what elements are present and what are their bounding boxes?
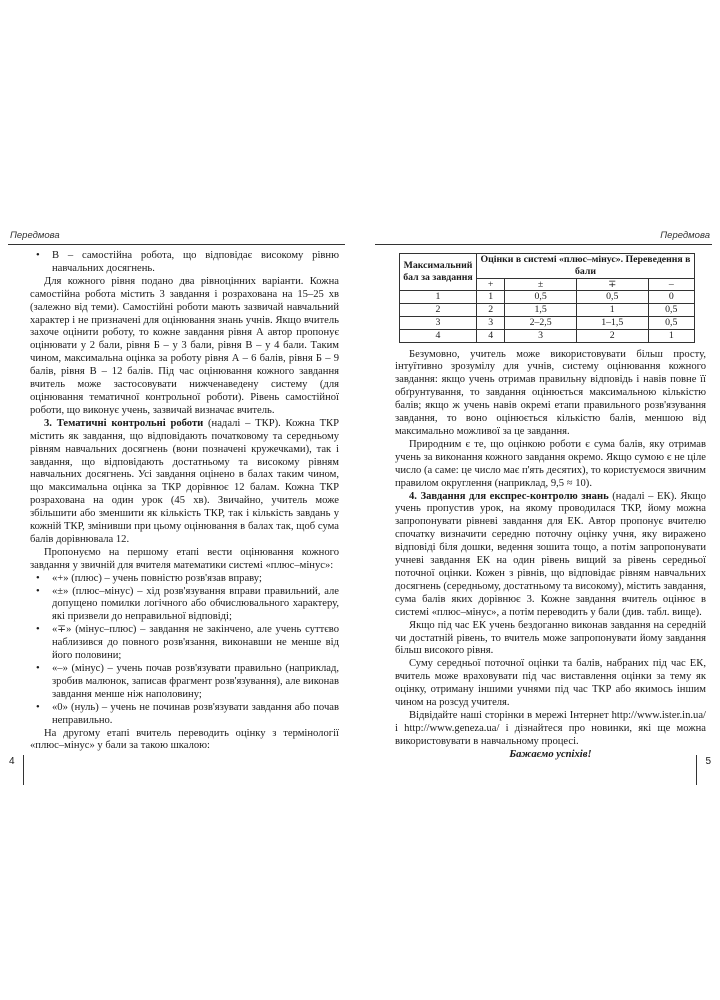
table-cell: 0,5: [505, 291, 577, 304]
section-heading: 4. Завдання для експрес-контролю знань: [409, 490, 609, 502]
paragraph: Суму середньої поточної оцінки та балів, набраних під час ЕК, вчитель може враховувати під час виставлення оцінки за тему як оцінку, отриману іншими учнями під час ТКР або якимось іншим чином на розсуд учителя.: [395, 658, 706, 709]
table-cell: 1–1,5: [576, 316, 648, 329]
table-row: [400, 316, 695, 329]
table-cell: 1: [648, 329, 694, 342]
table-subheader: ±: [505, 278, 577, 291]
left-page-body: [30, 250, 339, 753]
paragraph: Пропонуємо на першому етапі вести оцінювання кожного завдання у звичній для вчителя математики системі «плюс–мінус»:: [30, 546, 339, 571]
page-number: 4: [8, 755, 24, 785]
running-head: Передмова: [8, 228, 345, 245]
paragraph: 3. Тематичні контрольні роботи (надалі – ТКР). Кожна ТКР містить як завдання, що відповідають початковому та середньому рівням навчальних досягнень (вони позначені кружечками), так і завдання, що відповідають достатньому та високому рівням навчальних досягнень. Усі завдання оцінено в балах таким чином, що максимальна оцінка за ТКР дорівнює 12 балам. Кожна ТКР розрахована на один урок (45 хв). Звичайно, учитель може збільшити або зменшити як кількість ТКР, так і кількість завдань у кожній ТКР, змінивши при цьому оцінювання в балах так, щоб сума балів дорівнювала 12.: [30, 417, 340, 545]
left-page: [8, 228, 345, 785]
score-conversion-table: [399, 253, 695, 343]
table-cell: 0: [648, 291, 694, 304]
table-cell: 1: [576, 304, 648, 317]
table-subheader: –: [648, 278, 694, 291]
table-cell: 2: [400, 304, 477, 317]
table-cell: 3: [400, 316, 477, 329]
paragraph: Якщо під час ЕК учень бездоганно виконав завдання на середній чи достатній рівень, то вчитель може запропонувати йому завдання більш високого рівня.: [395, 619, 706, 657]
table-cell: 2: [576, 329, 648, 342]
right-page-body: [395, 253, 706, 762]
table-row: [400, 304, 695, 317]
table-cell: 0,5: [648, 316, 694, 329]
list-item: • «–» (мінус) – учень почав розв'язувати правильно (наприклад, зробив малюнок, записав фрагмент розв'язування), але виконав завдання менше ніж наполовину;: [30, 663, 339, 702]
section-heading: 3. Тематичні контрольні роботи: [44, 417, 204, 429]
table-cell: 1: [400, 291, 477, 304]
table-cell: 4: [477, 329, 505, 342]
table-cell: 4: [400, 329, 477, 342]
table-cell: 3: [505, 329, 577, 342]
table-subheader: +: [477, 278, 505, 291]
table-cell: 2: [477, 304, 505, 317]
level-list: [30, 250, 339, 276]
table-cell: 1,5: [505, 304, 577, 317]
list-item: • В – самостійна робота, що відповідає високому рівню навчальних досягнень.: [30, 250, 339, 276]
closing-wish: Бажаємо успіхів!: [509, 748, 592, 760]
list-item: • «0» (нуль) – учень не починав розв'язувати завдання або почав неправильно.: [30, 702, 339, 728]
right-page: [375, 228, 712, 785]
table-header-max-score: Максимальний бал за завдання: [400, 254, 477, 291]
paragraph: Для кожного рівня подано два рівноцінних варіанти. Кожна самостійна робота містить 3 завдання і розрахована на 15–25 хв (залежно від теми). Самостійні роботи мають зазвичай навчальний характер і не призначені для оцінювання знань учнів. Якщо вчитель захоче оцінити роботу, то кожне завдання рівня А автор пропонує оцінювати у 2 бали, рівня Б – у 3 бали, рівня В – у 4 бали. Таким чином, максимальна оцінка за роботу рівня А – 6 балів, рівня Б – 9 балів, рівня В – 12 балів. Під час оцінювання кожного завдання вчитель може застосовувати нижченаведену систему (для оцінювання тематичної контрольної роботи). Рівень самостійної роботи, що виконує учень, зазвичай визначає вчитель.: [30, 275, 339, 416]
paragraph: Безумовно, учитель може використовувати більш просту, інтуїтивно зрозумілу для учнів, систему оцінювання кожного завдання: якщо учень отримав правильну відповідь і навів повне її обґрунтування, то завдання оцінюється максимальною кількістю балів; якщо ж учень навів окремі етапи правильного розв'язування завдання, то воно оцінюється кількістю балів, меншою від максимально можливої за це завдання.: [395, 348, 706, 438]
list-item: • «±» (плюс–мінус) – хід розв'язування вправи правильний, але допущено помилки логічного або обчислювального характеру, які призвели до неправильної відповіді;: [30, 586, 339, 625]
running-head: Передмова: [375, 228, 712, 245]
table-subheader: ∓: [576, 278, 648, 291]
page-number: 5: [696, 755, 712, 785]
list-item: • «∓» (мінус–плюс) – завдання не закінчено, але учень суттєво наблизився до повного розв'язання, виконавши не менше від його половини;: [30, 624, 339, 663]
table-header-row: [400, 254, 695, 279]
table-cell: 1: [477, 291, 505, 304]
paragraph: Природним є те, що оцінкою роботи є сума балів, яку отримав учень за виконання кожного завдання окремо. Якщо сумою є не ціле число (а саме: це число має п'ять десятих), то користуємося звичним правилом округлення (наприклад, 9,5 ≈ 10).: [395, 438, 706, 489]
table-row: [400, 329, 695, 342]
table-header-plus-minus: Оцінки в системі «плюс–мінус». Переведення в бали: [477, 254, 695, 279]
table-row: [400, 291, 695, 304]
paragraph: 4. Завдання для експрес-контролю знань (надалі – ЕК). Якщо учень пропустив урок, на якому проводилася ТКР, йому можна запропонувати рівневі завдання для ЕК. Автор пропонує вчителю спочатку визначити середню поточну оцінку учня, яку виражено відповіді біля дошки, ведення зошита тощо, а потім запропонувати учневі завдання ЕК на один рівень вищий за рівень середньої поточної оцінки. Кожен з рівнів, що відповідає рівням навчальних досягнень (середньому, достатньому та високому), містить завдання, сума балів яких дорівнює 3. Кожне завдання вчитель оцінює в системі «плюс–мінус», а потім переводить у бали (див. табл. вище).: [395, 490, 706, 618]
plus-minus-list: [30, 573, 339, 728]
list-item: • «+» (плюс) – учень повністю розв'язав вправу;: [30, 573, 339, 586]
table-cell: 2–2,5: [505, 316, 577, 329]
table-cell: 0,5: [576, 291, 648, 304]
table-cell: 0,5: [648, 304, 694, 317]
paragraph: Відвідайте наші сторінки в мережі Інтернет http://www.ister.in.ua/ і http://www.geneza.ua/ і дізнайтеся про новинки, які ще можна використовувати в навчальному процесі.: [395, 709, 706, 747]
table-cell: 3: [477, 316, 505, 329]
paragraph: На другому етапі вчитель переводить оцінку з термінології «плюс–мінус» у бали за такою шкалою:: [30, 727, 339, 752]
